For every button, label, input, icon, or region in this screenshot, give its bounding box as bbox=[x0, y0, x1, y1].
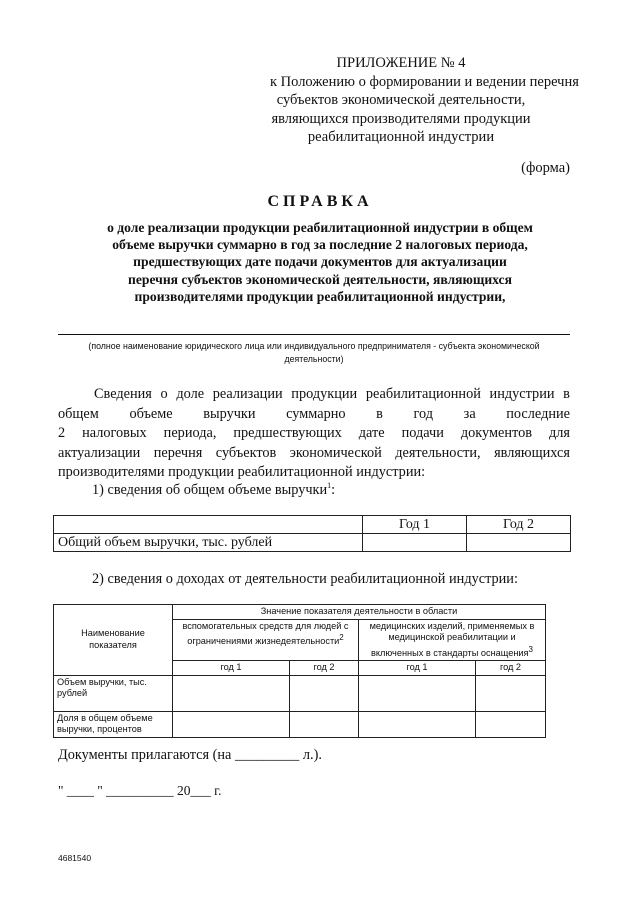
word: реализации bbox=[212, 386, 283, 402]
annex-title: ПРИЛОЖЕНИЕ № 4 bbox=[336, 55, 466, 71]
value-cell[interactable] bbox=[359, 711, 476, 737]
subtitle-line: о доле реализации продукции реабилитационной индустрии в общем bbox=[107, 220, 533, 235]
intro-paragraph bbox=[58, 385, 570, 483]
subtitle-line: объеме выручки суммарно в год за последние 2 налоговых периода, bbox=[112, 237, 528, 253]
word: год bbox=[413, 405, 434, 422]
entity-name-caption: (полное наименование юридического лица или индивидуального предпринимателя - субъекта экономической деятельности) bbox=[88, 341, 540, 364]
word: реабилитационной bbox=[365, 386, 481, 402]
annex-header bbox=[240, 54, 579, 147]
subtitle-line: предшествующих дате подачи документов для актуализации bbox=[133, 254, 507, 270]
word: объеме bbox=[129, 405, 173, 422]
footnote-marker: 1 bbox=[327, 481, 332, 490]
year-header: год 1 bbox=[173, 661, 290, 676]
paragraph-last-line: производителями продукции реабилитационной индустрии: bbox=[58, 464, 426, 481]
annex-line: являющихся производителями продукции bbox=[271, 110, 531, 127]
word: за bbox=[463, 405, 476, 422]
col-aids-header bbox=[173, 619, 359, 661]
item-1-suffix: : bbox=[331, 481, 336, 498]
item-1-text: 1) сведения об общем объеме выручки bbox=[92, 481, 328, 498]
word: являющихся bbox=[494, 444, 570, 461]
word: налоговых bbox=[82, 425, 147, 442]
subtitle-line: производителями продукции реабилитационной индустрии, bbox=[134, 288, 506, 304]
value-cell[interactable] bbox=[476, 711, 546, 737]
word: дате bbox=[358, 425, 385, 442]
year-header: год 2 bbox=[290, 661, 359, 676]
word: последние bbox=[506, 405, 570, 422]
form-label: (форма) bbox=[521, 160, 570, 176]
subtitle-line: перечня субъектов экономической деятельности, являющихся bbox=[128, 271, 512, 287]
word: деятельности, bbox=[395, 444, 481, 461]
col-devices-text: медицинских изделий, применяемых в медицинской реабилитации и включенных в стандарты оснащения bbox=[369, 620, 535, 658]
annex-line: субъектов экономической деятельности, bbox=[276, 92, 526, 108]
year-header: год 1 bbox=[359, 661, 476, 676]
word: подачи bbox=[401, 425, 444, 442]
word: суммарно bbox=[286, 405, 346, 422]
word: перечня bbox=[153, 444, 203, 461]
date-line: " ____ " __________ 20___ г. bbox=[58, 783, 222, 798]
word: индустрии bbox=[489, 386, 555, 402]
word: актуализации bbox=[58, 444, 141, 461]
word: периода, bbox=[163, 425, 217, 442]
value-cell[interactable] bbox=[173, 675, 290, 711]
col-aids-text: вспомогательных средств для людей с ограничениями жизнедеятельности bbox=[182, 620, 349, 647]
word: общем bbox=[58, 405, 99, 422]
word: субъектов bbox=[215, 444, 277, 461]
word: предшествующих bbox=[233, 425, 342, 442]
row-label: Доля в общем объеме выручки, процентов bbox=[54, 711, 173, 737]
header-year-2: Год 2 bbox=[467, 516, 571, 534]
value-cell[interactable] bbox=[290, 711, 359, 737]
group-header: Значение показателя деятельности в области bbox=[173, 605, 546, 620]
word: выручки bbox=[203, 405, 256, 422]
revenue-table bbox=[53, 515, 571, 552]
word: в bbox=[563, 386, 570, 402]
word: 2 bbox=[58, 425, 66, 442]
year-header: год 2 bbox=[476, 661, 546, 676]
footnote-marker: 3 bbox=[528, 644, 533, 654]
value-cell[interactable] bbox=[173, 711, 290, 737]
name-header: Наименование показателя bbox=[54, 605, 173, 676]
item-1-heading bbox=[92, 481, 335, 499]
document-title: СПРАВКА bbox=[267, 193, 373, 210]
word: о bbox=[160, 386, 168, 402]
value-cell-year-1[interactable] bbox=[363, 534, 467, 552]
document-subtitle bbox=[70, 219, 570, 305]
annex-line: реабилитационной индустрии bbox=[307, 129, 495, 145]
item-2-heading: 2) сведения о доходах от деятельности реабилитационной индустрии: bbox=[92, 571, 518, 587]
word: документов bbox=[460, 425, 532, 442]
word: в bbox=[376, 405, 383, 422]
row-label: Общий объем выручки, тыс. рублей bbox=[54, 534, 363, 552]
value-cell[interactable] bbox=[290, 675, 359, 711]
row-label: Объем выручки, тыс. рублей bbox=[54, 675, 173, 711]
entity-name-line[interactable] bbox=[58, 334, 570, 335]
word: продукции bbox=[291, 386, 358, 402]
word: для bbox=[548, 425, 570, 442]
value-cell-year-2[interactable] bbox=[467, 534, 571, 552]
word: Сведения bbox=[94, 386, 152, 402]
header-year-1: Год 1 bbox=[363, 516, 467, 534]
footnote-marker: 2 bbox=[339, 633, 344, 642]
word: экономической bbox=[289, 444, 382, 461]
col-devices-header bbox=[359, 619, 546, 661]
income-table bbox=[53, 604, 546, 738]
header-empty-cell bbox=[54, 516, 363, 534]
annex-line: к Положению о формировании и ведении перечня bbox=[270, 73, 579, 90]
value-cell[interactable] bbox=[476, 675, 546, 711]
word: доле bbox=[176, 386, 205, 402]
attached-documents-line: Документы прилагаются (на _________ л.). bbox=[58, 747, 322, 763]
document-id: 4681540 bbox=[58, 853, 92, 863]
value-cell[interactable] bbox=[359, 675, 476, 711]
